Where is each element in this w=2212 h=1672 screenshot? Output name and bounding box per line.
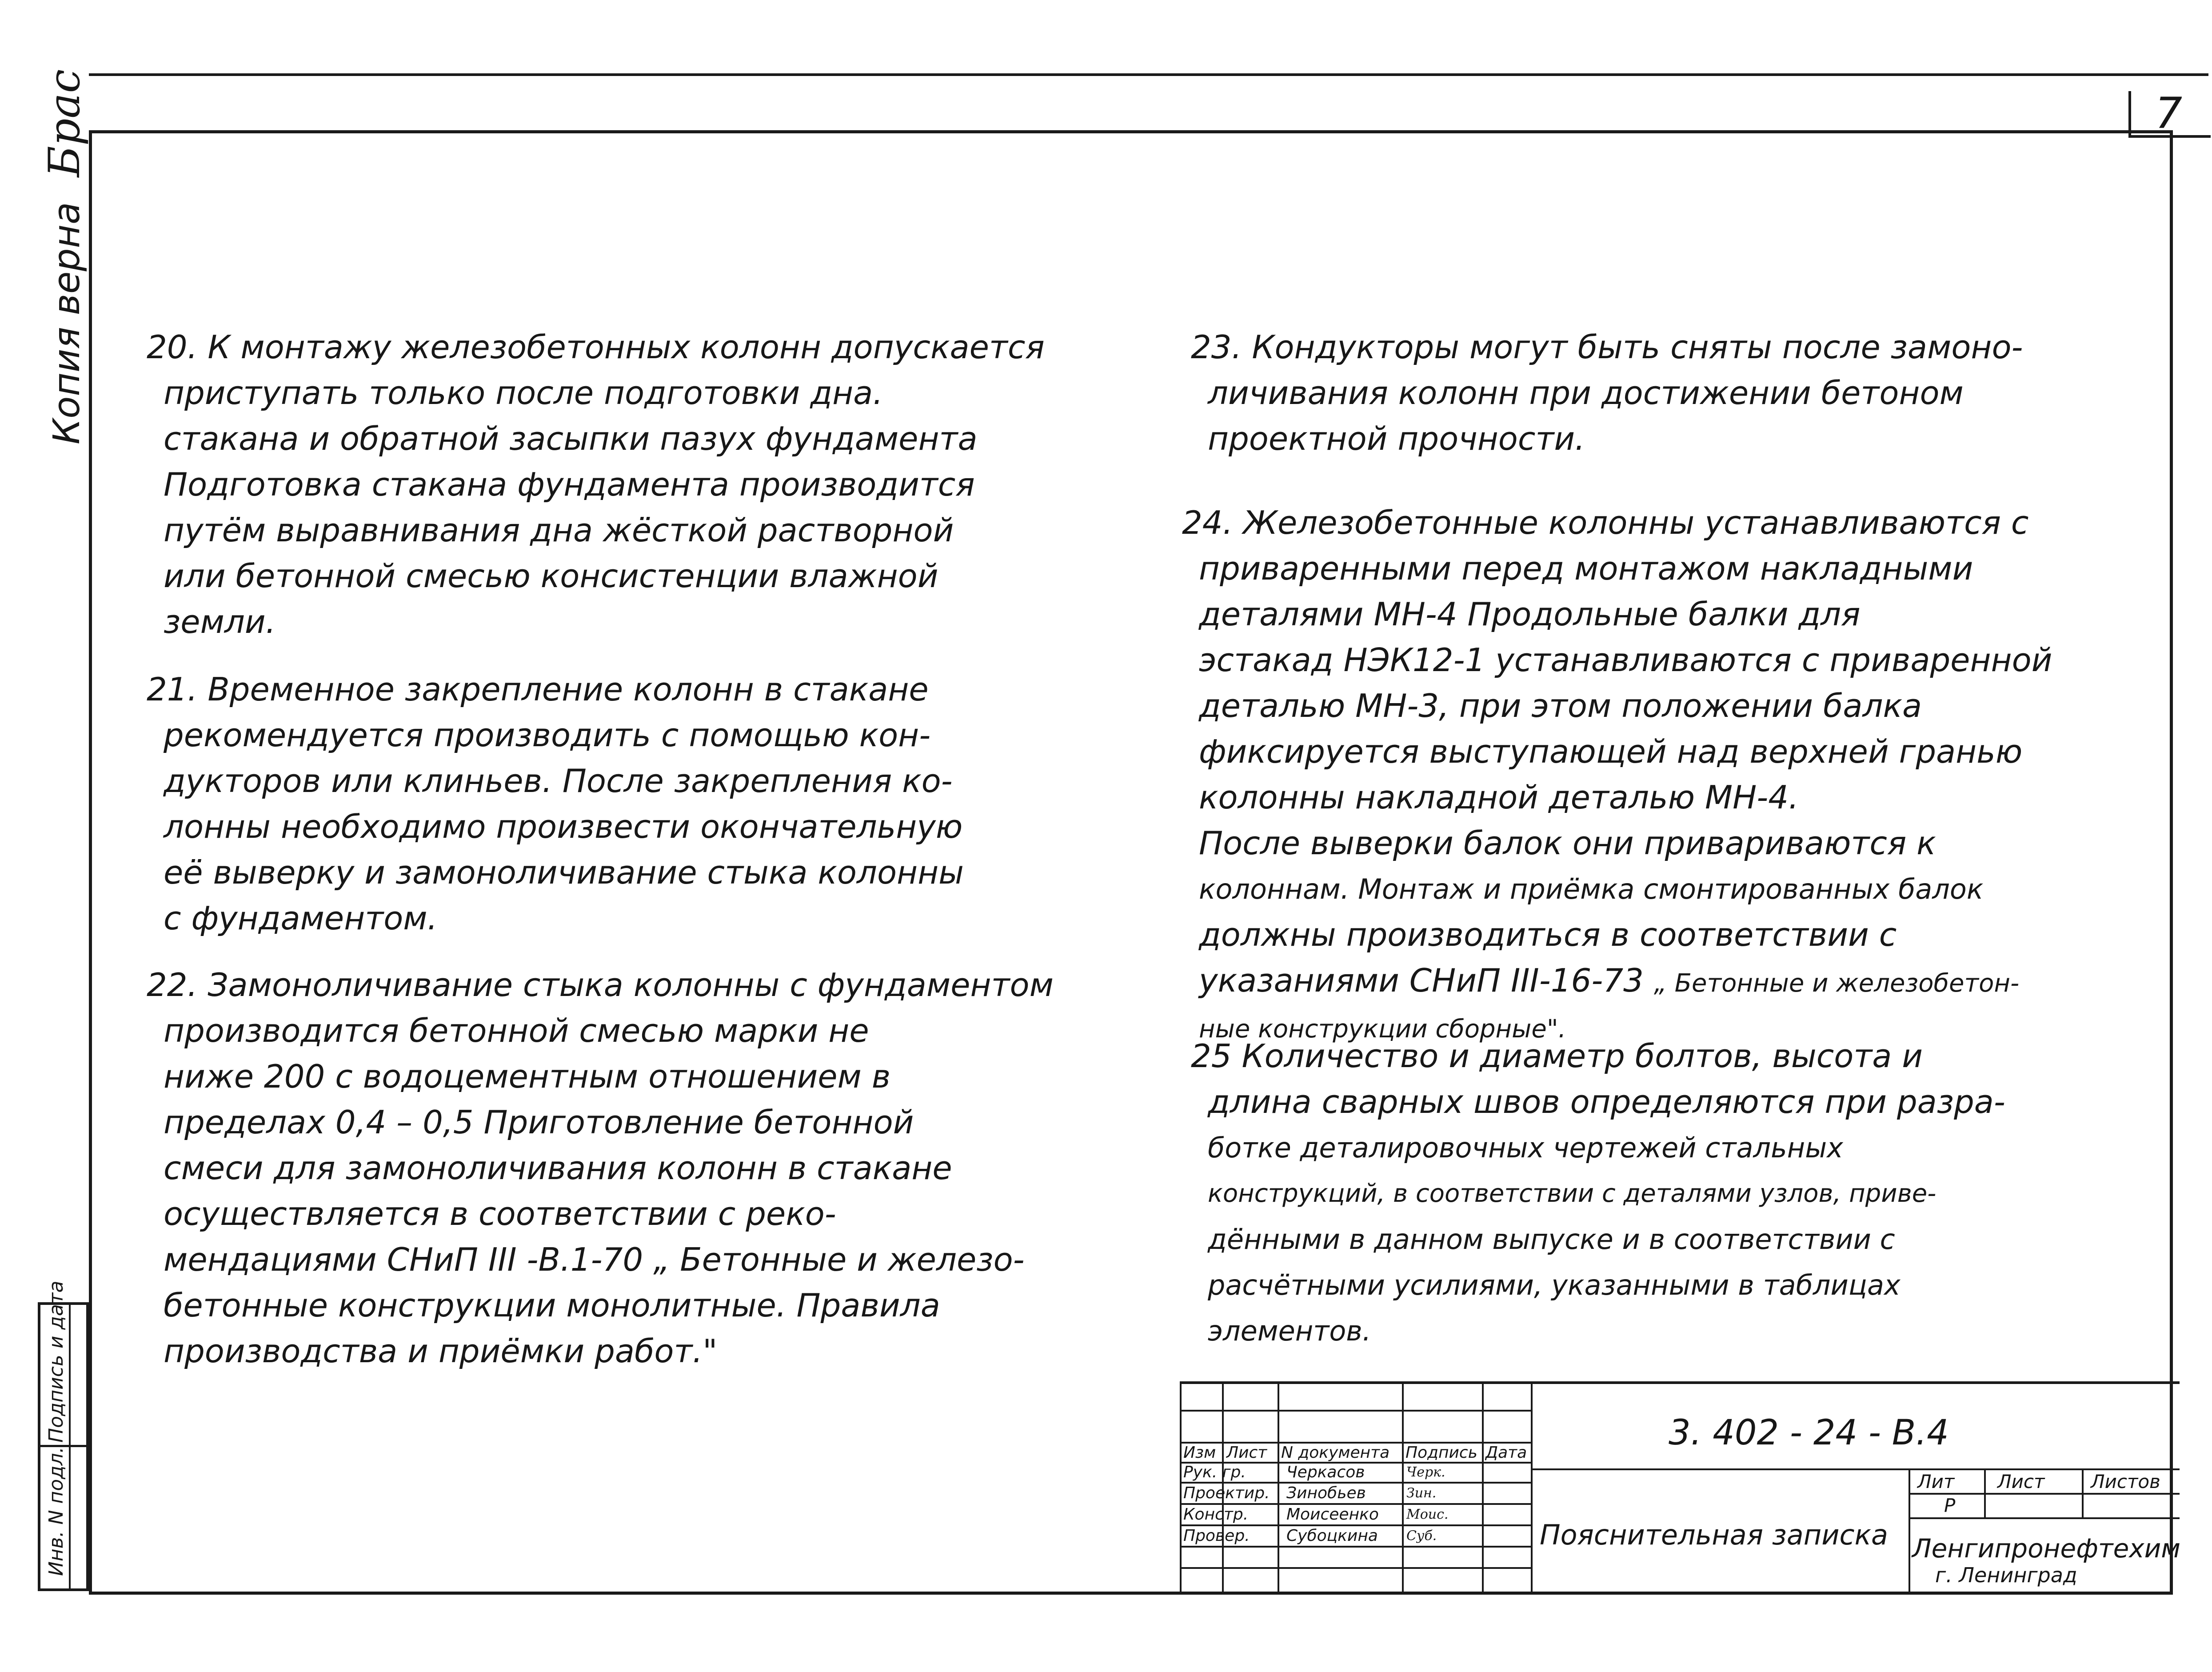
note-line: дукторов или клиньев. После закрепления ко-: [164, 762, 953, 800]
note-quote-end: ные конструкции сборные".: [1199, 1015, 1566, 1044]
note-line: смеси для замоноличивания колонн в стакане: [164, 1149, 952, 1187]
title-block: [1180, 1381, 2180, 1595]
certification-note: [40, 0, 89, 444]
tb-role: Провер.: [1183, 1527, 1250, 1545]
note-line: [1199, 958, 2052, 1006]
certification-text: Копия верна: [46, 202, 88, 444]
organization-name: Ленгипронефтехим: [1912, 1533, 2181, 1564]
note-line: элементов.: [1208, 1315, 1371, 1347]
tb-line: [1482, 1384, 1484, 1595]
note-line: длина сварных швов определяются при разра-: [1208, 1083, 2005, 1120]
note-quote-start: „ Бетонные и железобетон-: [1653, 969, 2020, 998]
tb-role: Рук. гр.: [1183, 1463, 1246, 1481]
note-line: колонны накладной деталью МН-4.: [1199, 779, 1799, 816]
note-line: должны производиться в соответствии с: [1199, 916, 1897, 953]
note-line: производства и приёмки работ.": [164, 1332, 718, 1370]
note-line: стакана и обратной засыпки пазух фундамента: [164, 420, 978, 457]
tb-header-date: Дата: [1485, 1444, 1527, 1462]
tb-line: [1531, 1384, 1533, 1595]
note-23: [1191, 324, 2023, 462]
tb-signature: Зин.: [1406, 1485, 1437, 1501]
note-line: ботке деталировочных чертежей стальных: [1208, 1132, 1843, 1164]
note-line: осуществляется в соответствии с реко-: [164, 1195, 836, 1232]
note-line: 22. Замоноличивание стыка колонны с фундаментом: [147, 966, 1054, 1004]
tb-name: Моисеенко: [1286, 1505, 1379, 1524]
note-line: путём выравнивания дна жёсткой растворной: [164, 512, 954, 549]
note-line: проектной прочности.: [1208, 420, 1585, 457]
note-line: или бетонной смесью консистенции влажной: [164, 557, 938, 595]
note-20: [147, 324, 1045, 645]
note-line: пределах 0,4 – 0,5 Приготовление бетонной: [164, 1104, 914, 1141]
tb-name: Зинобьев: [1286, 1484, 1366, 1502]
page-number: 7: [2155, 88, 2183, 138]
margin-stamp: [38, 1280, 89, 1591]
tb-header-signature: Подпись: [1405, 1444, 1477, 1462]
note-line: земли.: [164, 603, 276, 640]
document-title: Пояснительная записка: [1540, 1519, 1889, 1551]
note-line: деталью МН-3, при этом положении балка: [1199, 687, 1922, 724]
tb-name: Черкасов: [1286, 1463, 1365, 1481]
note-line: После выверки балок они привариваются к: [1199, 824, 1936, 862]
note-line: производится бетонной смесью марки не: [164, 1012, 869, 1049]
note-line: 20. К монтажу железобетонных колонн допускается: [147, 328, 1045, 366]
note-line: бетонные конструкции монолитные. Правила: [164, 1287, 940, 1324]
stamp-inventory-label: Инв. N подл.: [45, 1447, 68, 1576]
stamp-signature-date-label: Подпись и дата: [45, 1280, 68, 1443]
note-line: личивания колонн при достижении бетоном: [1208, 374, 1964, 412]
tb-line: [1278, 1384, 1279, 1595]
tb-signature: Моис.: [1406, 1507, 1449, 1522]
note-line: 23. Кондукторы могут быть сняты после замоно-: [1191, 328, 2023, 366]
tb-header-doc-number: N документа: [1281, 1444, 1390, 1462]
tb-line: [1180, 1567, 1531, 1569]
tb-role: Констр.: [1183, 1505, 1249, 1524]
tb-line: [1180, 1546, 1531, 1548]
note-line: фиксируется выступающей над верхней гранью: [1199, 733, 2023, 770]
note-21: [147, 667, 964, 941]
note-line: с фундаментом.: [164, 900, 438, 937]
tb-signature: Суб.: [1406, 1528, 1437, 1544]
tb-line: [1180, 1384, 1182, 1595]
note-line: расчётными усилиями, указанными в таблицах: [1208, 1269, 1901, 1301]
note-line: её выверку и замоноличивание стыка колонны: [164, 854, 964, 891]
tb-header-sheet-no: Лист: [1997, 1471, 2045, 1492]
tb-line: [1402, 1384, 1404, 1595]
tb-stage: Р: [1944, 1495, 1956, 1516]
tb-header-sheets-total: Листов: [2091, 1471, 2160, 1492]
note-line: 24. Железобетонные колонны устанавливаются с: [1182, 504, 2029, 541]
note-line: 25 Количество и диаметр болтов, высота и: [1191, 1037, 1923, 1075]
top-border-line: [89, 73, 2208, 76]
note-line: лонны необходимо произвести окончательную: [164, 808, 963, 845]
note-line: 21. Временное закрепление колонн в стакане: [147, 671, 929, 708]
tb-line: [1180, 1410, 1531, 1412]
note-line: приступать только после подготовки дна.: [164, 374, 883, 412]
certification-signature: Брас: [40, 69, 89, 177]
tb-signature: Черк.: [1406, 1464, 1445, 1480]
tb-line: [1909, 1517, 2180, 1519]
note-line: мендациями СНиП III -В.1-70 „ Бетонные и железо-: [164, 1241, 1025, 1278]
tb-header-letter: Лит: [1917, 1471, 1955, 1492]
note-line: дёнными в данном выпуске и в соответствии с: [1208, 1223, 1895, 1256]
note-25: [1191, 1033, 2005, 1354]
tb-header-change: Изм: [1183, 1444, 1216, 1462]
note-line: приваренными перед монтажом накладными: [1199, 550, 1973, 587]
tb-name: Субоцкина: [1286, 1527, 1378, 1545]
note-line-part: указаниями СНиП III-16-73: [1199, 962, 1644, 999]
tb-line: [1909, 1468, 1910, 1595]
tb-header-sheet: Лист: [1226, 1444, 1267, 1462]
tb-line: [1531, 1468, 2180, 1470]
note-line: Подготовка стакана фундамента производится: [164, 466, 975, 503]
tb-role: Проектир.: [1183, 1484, 1270, 1502]
note-line: рекомендуется производить с помощью кон-: [164, 716, 931, 754]
note-22: [147, 962, 1054, 1374]
organization-city: г. Ленинград: [1935, 1563, 2077, 1587]
note-line: конструкций, в соответствии с деталями узлов, приве-: [1208, 1179, 1936, 1208]
note-line: эстакад НЭК12-1 устанавливаются с приваренной: [1199, 641, 2052, 679]
note-line: колоннам. Монтаж и приёмка смонтированных балок: [1199, 873, 1984, 905]
note-line: деталями МН-4 Продольные балки для: [1199, 596, 1861, 633]
document-code: 3. 402 - 24 - В.4: [1669, 1413, 1949, 1453]
note-line: ниже 200 с водоцементным отношением в: [164, 1058, 891, 1095]
note-24: [1182, 500, 2052, 1052]
